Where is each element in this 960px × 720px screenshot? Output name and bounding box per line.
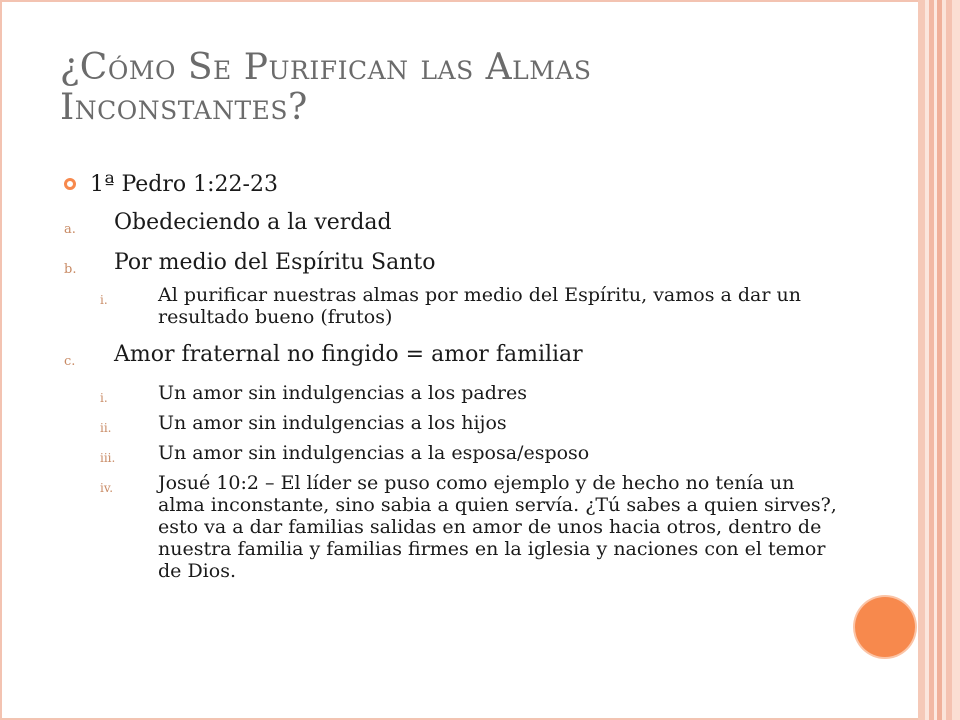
sub-list-item (64, 442, 844, 464)
decorative-stripe (918, 0, 925, 720)
list-item (64, 342, 844, 368)
frame-top-border (0, 0, 918, 2)
circle-bullet-icon (64, 178, 76, 190)
list-item-text: Por medio del Espíritu Santo (114, 250, 436, 275)
reference-bullet (64, 172, 844, 198)
slide-title-line2: Inconstantes? (60, 87, 308, 128)
list-item-text: Un amor sin indulgencias a los hijos (158, 412, 507, 434)
list-marker: i. (100, 293, 108, 307)
list-item (64, 210, 844, 236)
list-item-text: Un amor sin indulgencias a la esposa/esposo (158, 442, 590, 464)
list-marker: i. (100, 391, 108, 405)
list-marker: iv. (100, 481, 114, 495)
list-marker: c. (64, 354, 76, 369)
list-item-text: Josué 10:2 – El líder se puso como ejemplo y de hecho no tenía un alma inconstante, sino sabia a quien servía. ¿Tú sabes a quien sirves?, esto va a dar familias salidas en amor de unos hacia otros, dentro de nuestra familia y familias firmes en la iglesia y naciones con el temor de Dios. (158, 472, 837, 582)
sub-list-item (64, 284, 844, 328)
slide-title-line1: ¿Cómo Se Purifican las Almas (60, 47, 592, 88)
sub-list-item (64, 412, 844, 434)
list-item-text: Al purificar nuestras almas por medio del Espíritu, vamos a dar un resultado bueno (frutos) (158, 284, 801, 328)
reference-text: 1ª Pedro 1:22-23 (90, 172, 278, 197)
list-marker: b. (64, 262, 77, 277)
list-marker: iii. (100, 451, 116, 465)
list-marker: a. (64, 222, 76, 237)
frame-left-border (0, 0, 2, 720)
slide-content (64, 172, 844, 590)
list-item (64, 250, 844, 276)
list-item-text: Amor fraternal no fingido = amor familiar (114, 342, 583, 367)
list-marker: ii. (100, 421, 112, 435)
list-item-text: Obedeciendo a la verdad (114, 210, 392, 235)
decorative-stripe (952, 0, 960, 720)
list-item-text: Un amor sin indulgencias a los padres (158, 382, 527, 404)
decorative-orange-circle (855, 597, 915, 657)
sub-list-item (64, 472, 844, 582)
sub-list-item (64, 382, 844, 404)
slide-title (60, 48, 860, 128)
